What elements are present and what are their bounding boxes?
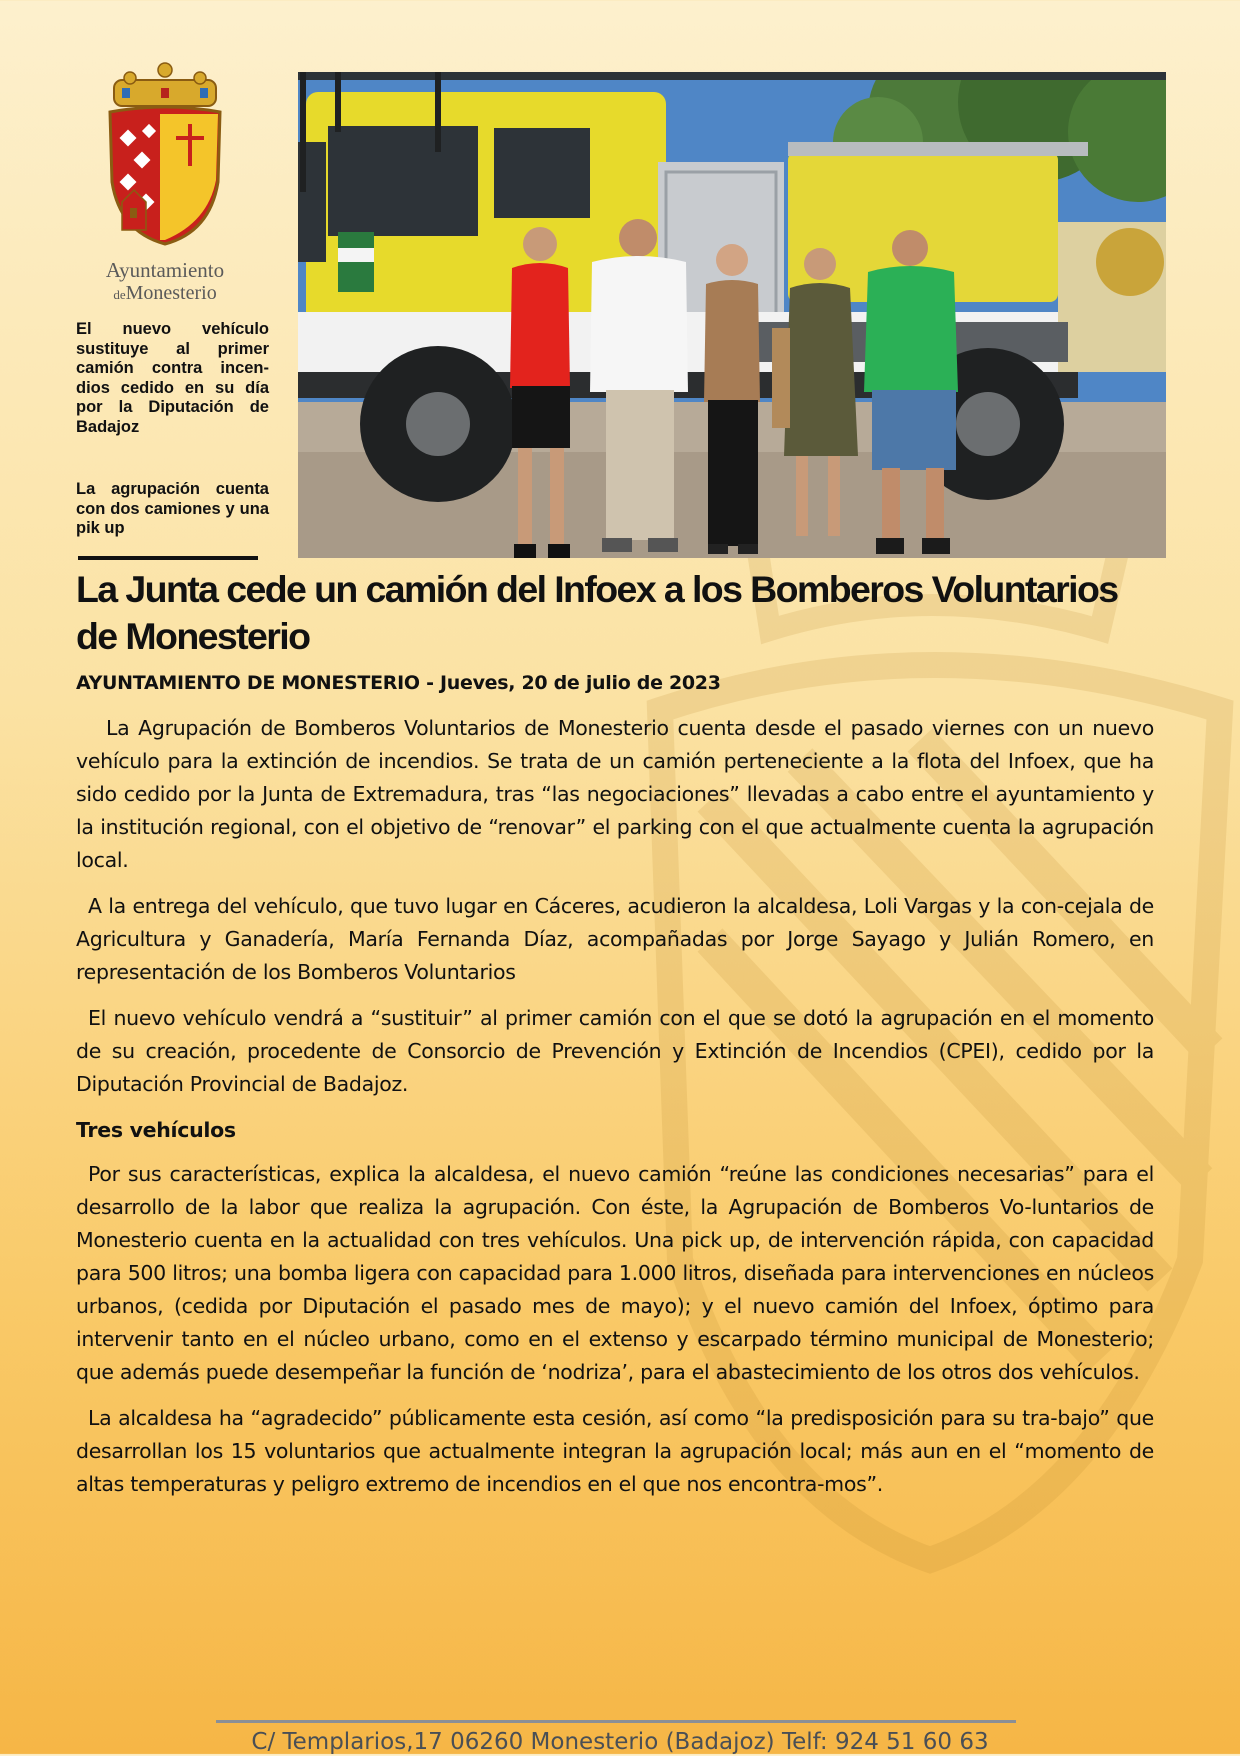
- article-byline: [76, 670, 721, 696]
- byline-date: Jueves, 20 de julio de 2023: [439, 672, 721, 694]
- logo-name-line1: Ayuntamiento: [105, 258, 225, 282]
- article-paragraph: La alcaldesa ha “agradecido” públicamente esta cesión, así como “la predisposición para su tra-bajo” que desarrollan los 15 voluntarios que actualmente integran la agrupación local; más aun en el “momento de altas temperaturas y peligro extremo de incendios en el que nos encontra-mos”.: [76, 1406, 1154, 1496]
- article-body: [76, 712, 1154, 1514]
- logo-name-prefix: de: [113, 287, 126, 302]
- logo-name-line2: [90, 283, 240, 303]
- coat-of-arms-icon: [100, 62, 230, 254]
- sidebar-highlight-1: El nuevo vehículo sustituye al primer camión contra incen-dios cedido en su día por la Diputación de Badajoz: [76, 320, 269, 436]
- article-paragraph: A la entrega del vehículo, que tuvo lugar en Cáceres, acudieron la alcaldesa, Loli Vargas y la con-cejala de Agricultura y Ganadería, María Fernanda Díaz, acompañadas por Jorge Sayago y Julián Romero, en representación de los Bomberos Voluntarios: [76, 894, 1154, 984]
- logo-name-main: Monesterio: [125, 282, 217, 304]
- article-paragraph: El nuevo vehículo vendrá a “sustituir” al primer camión con el que se dotó la agrupación en el momento de su creación, procedente de Consorcio de Prevención y Extinción de Incendios (CPEI), cedido por la Diputación Provincial de Badajoz.: [76, 1006, 1154, 1096]
- municipal-logo: [90, 62, 240, 307]
- article-paragraph: La Agrupación de Bomberos Voluntarios de Monesterio cuenta desde el pasado viernes con un nuevo vehículo para la extinción de incendios. Se trata de un camión perteneciente a la flota del Infoex, que ha sido cedido por la Junta de Extremadura, tras “las negociaciones” llevadas a cabo entre el ayuntamiento y la institución regional, con el objetivo de “renovar” el parking con el que actualmente cuenta la agrupación local.: [76, 716, 1154, 872]
- fire-truck-group-photo: [298, 72, 1166, 558]
- article-headline: La Junta cede un camión del Infoex a los Bomberos Voluntarios de Monesterio: [76, 568, 1118, 657]
- byline-separator: -: [426, 672, 434, 694]
- footer-divider: [216, 1720, 1016, 1723]
- sidebar-highlight-2: La agrupación cuenta con dos camiones y una pik up: [76, 480, 269, 538]
- byline-source: AYUNTAMIENTO DE MONESTERIO: [76, 672, 420, 694]
- article-subheading: Tres vehículos: [76, 1118, 236, 1142]
- person-3: [704, 244, 760, 554]
- news-photo: [298, 72, 1166, 558]
- footer-address: C/ Templarios,17 06260 Monesterio (Badajoz) Telf: 924 51 60 63: [251, 1729, 989, 1755]
- sidebar-divider: [78, 556, 258, 560]
- article-paragraph: Por sus características, explica la alcaldesa, el nuevo camión “reúne las condiciones necesarias” para el desarrollo de la labor que realiza la agrupación. Con éste, la Agrupación de Bomberos Vo-luntarios de Monesterio cuenta en la actualidad con tres vehículos. Una pick up, de intervención rápida, con capacidad para 500 litros; una bomba ligera con capacidad para 1.000 litros, diseñada para intervenciones en núcleos urbanos, (cedida por Diputación el pasado mes de mayo); y el nuevo camión del Infoex, óptimo para intervenir tanto en el núcleo urbano, como en el extenso y escarpado término municipal de Monesterio; que además puede desempeñar la función de ‘nodriza’, para el abastecimiento de los otros dos vehículos.: [76, 1162, 1154, 1384]
